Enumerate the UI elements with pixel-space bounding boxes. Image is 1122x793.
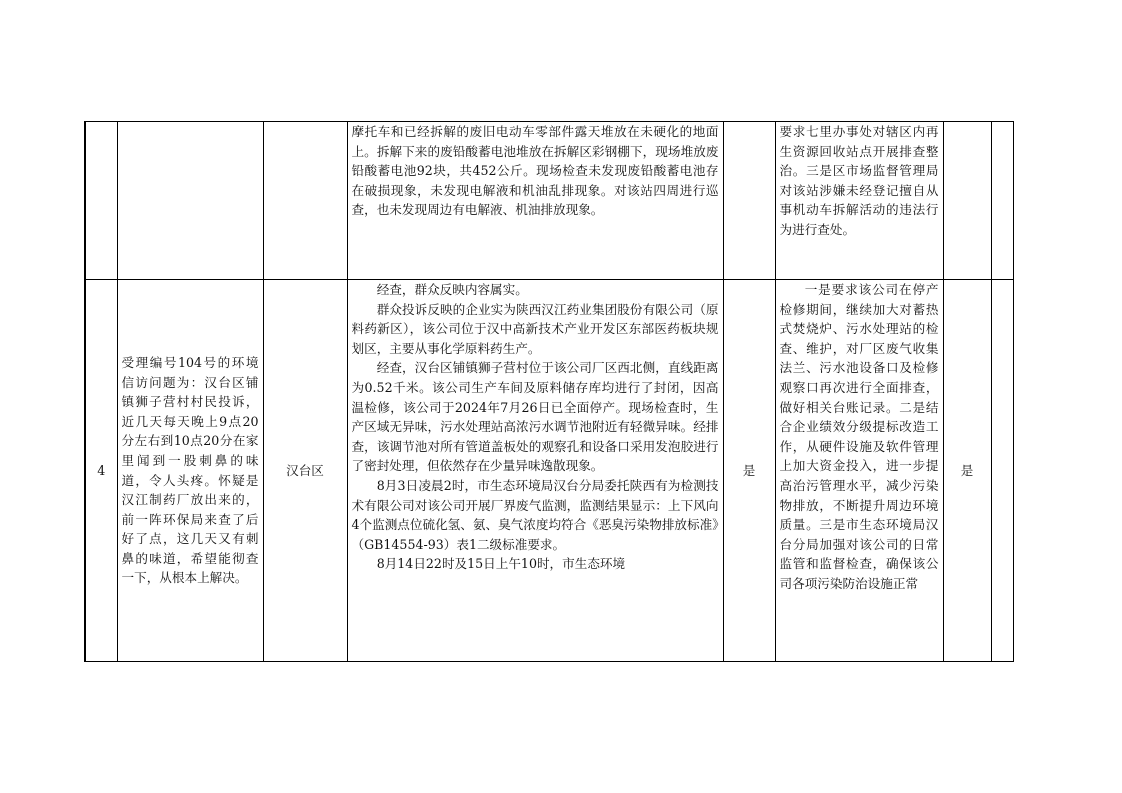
table-row (85, 280, 1013, 662)
finding-text: 摩托车和已经拆解的废旧电动车零部件露天堆放在未硬化的地面上。拆解下来的废铅酸蓄电池堆放在拆解区彩钢棚下，现场堆放废铅酸蓄电池92块，共452公斤。现场检查未发现废铅酸蓄电池存在破损现象，未发现电解液和机油乱排现象。对该站四周进行巡查，也未发现周边有电解液、机油排放现象。 (351, 124, 719, 218)
cell-district: 汉台区 (263, 280, 347, 662)
cell-verified: 是 (723, 280, 775, 662)
cell-issue (117, 280, 263, 662)
cell-resolved: 是 (943, 280, 991, 662)
cell-issue (117, 122, 263, 280)
cell-no: 4 (85, 280, 117, 662)
cell-finding (347, 122, 723, 280)
cell-measures (775, 280, 943, 662)
measures-text: 一是要求该公司在停产检修期间，继续加大对蓄热式焚烧炉、污水处理站的检查、维护，对厂区废气收集法兰、污水池设备口及检修观察口再次进行全面排查，做好相关台账记录。二是结合企业绩效分级提标改造工作，从硬件设施及软件管理上加大资金投入，进一步提高治污管理水平，减少污染物排放，不断提升周边环境质量。三是市生态环境局汉台分局加强对该公司的日常监管和监督检查，确保该公司各项污染防治设施正常 (779, 282, 939, 591)
complaint-table (84, 121, 1014, 662)
cell-remark (991, 122, 1013, 280)
cell-finding (347, 280, 723, 662)
finding-paragraph: 8月3日凌晨2时，市生态环境局汉台分局委托陕西有为检测技术有限公司对该公司开展厂界废气监测，监测结果显示：上下风向4个监测点位硫化氢、氨、臭气浓度均符合《恶臭污染物排放标准》（GB14554-93）表1二级标准要求。 (351, 477, 719, 552)
issue-text: 受理编号104号的环境信访问题为：汉台区铺镇狮子营村村民投诉，近几天每天晚上9点20分左右到10点20分在家里闻到一股刺鼻的味道，令人头疼。怀疑是汉江制药厂放出来的，前一阵环保局来查了后好了点，这几天又有刺鼻的味道，希望能彻查一下，从根本上解决。 (121, 354, 259, 586)
cell-resolved (943, 122, 991, 280)
cell-remark (991, 280, 1013, 662)
finding-paragraph: 经查，汉台区铺镇狮子营村位于该公司厂区西北侧，直线距离为0.52千米。该公司生产车间及原料储存库均进行了封闭，因高温检修，该公司于2024年7月26日已全面停产。现场检查时，生产区域无异味，污水处理站高浓污水调节池附近有轻微异味。经排查，该调节池对所有管道盖板处的观察孔和设备口采用发泡胶进行了密封处理，但依然存在少量异味逸散现象。 (351, 360, 719, 474)
cell-measures (775, 122, 943, 280)
cell-district (263, 122, 347, 280)
finding-paragraph: 8月14日22时及15日上午10时，市生态环境 (376, 556, 626, 572)
table-row (85, 122, 1013, 280)
cell-verified (723, 122, 775, 280)
cell-no (85, 122, 117, 280)
finding-paragraph: 群众投诉反映的企业实为陕西汉江药业集团股份有限公司（原料药新区），该公司位于汉中高新技术产业开发区东部医药板块规划区，主要从事化学原料药生产。 (351, 301, 719, 356)
measures-text: 要求七里办事处对辖区内再生资源回收站点开展排查整治。三是区市场监督管理局对该站涉嫌未经登记擅自从事机动车拆解活动的违法行为进行查处。 (779, 124, 939, 237)
finding-paragraph: 经查，群众反映内容属实。 (376, 282, 528, 297)
